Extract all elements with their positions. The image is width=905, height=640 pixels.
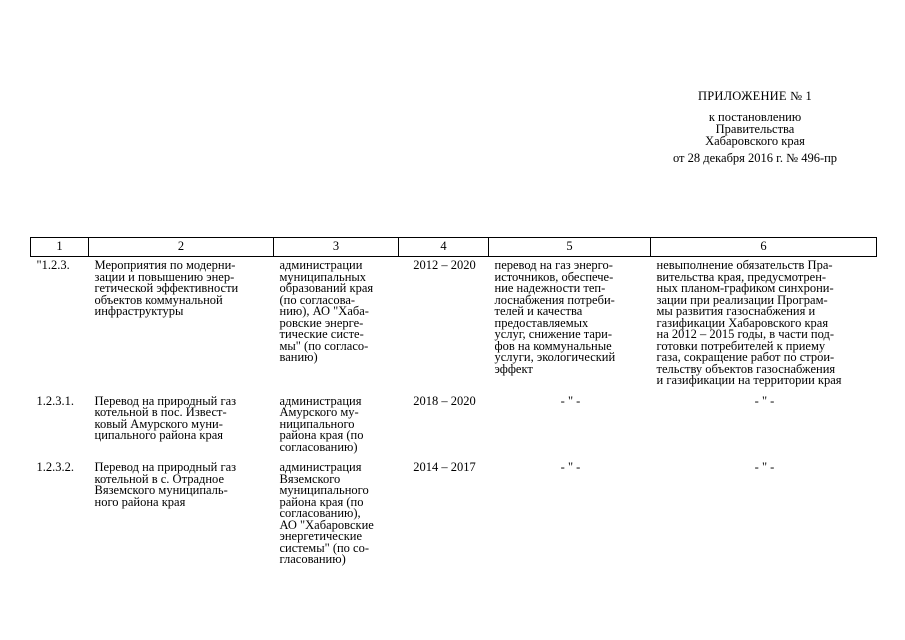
table-body xyxy=(31,257,877,572)
column-header-1: 1 xyxy=(31,238,89,257)
column-header-5: 5 xyxy=(489,238,651,257)
appendix-title: ПРИЛОЖЕНИЕ № 1 xyxy=(698,89,812,103)
cell-consequences-line: газа, сокращение работ по строи- xyxy=(656,350,835,364)
cell-activity-line: Перевод на природный газ xyxy=(94,393,237,408)
cell-number: 1.2.3.2. xyxy=(36,460,74,474)
cell-number: 1.2.3.1. xyxy=(36,393,74,408)
cell-executor-line: согласованию) xyxy=(279,439,358,454)
cell-activity-line: котельной в с. Отрадное xyxy=(94,471,224,486)
appendix-header xyxy=(640,90,870,164)
cell-result xyxy=(489,459,651,572)
cell-activity-line: зации и повышению энер- xyxy=(94,269,235,284)
table-row xyxy=(31,459,877,572)
cell-activity-line: ковый Амурского муни- xyxy=(94,416,223,431)
cell-executor-line: администрация xyxy=(279,460,362,474)
cell-executor-line: согласованию), xyxy=(279,506,361,520)
cell-result-line: фов на коммунальные xyxy=(494,338,612,353)
cell-executor xyxy=(274,393,399,460)
measures-table xyxy=(30,237,877,572)
cell-result-line: телей и качества xyxy=(494,304,583,318)
cell-period: 2018 – 2020 xyxy=(413,393,476,408)
cell-executor-line: Амурского му- xyxy=(279,405,359,419)
cell-consequences-line: ных планом-графиком синхрони- xyxy=(656,281,834,295)
cell-result-line: лоснабжения потреби- xyxy=(494,292,615,307)
cell-activity-line: ципального района края xyxy=(94,428,224,442)
cell-result-line: эффект xyxy=(494,361,533,376)
column-header-4: 4 xyxy=(399,238,489,257)
cell-executor-line: ниципального xyxy=(279,416,355,431)
cell-consequences-line: и газификации на территории края xyxy=(656,373,842,387)
cell-activity xyxy=(89,393,274,460)
cell-executor-line: муниципальных xyxy=(279,269,367,284)
cell-consequences-line: - " - xyxy=(754,393,775,408)
cell-activity-line: гетической эффективности xyxy=(94,281,239,295)
cell-result-line: услуг, снижение тари- xyxy=(494,327,613,341)
cell-result xyxy=(489,393,651,460)
cell-result-line: источников, обеспече- xyxy=(494,269,614,284)
cell-activity-line: котельной в пос. Извест- xyxy=(94,405,227,419)
cell-consequences-line: - " - xyxy=(754,460,775,474)
cell-activity-line: объектов коммунальной xyxy=(94,292,223,307)
cell-executor-line: энергетические xyxy=(279,529,363,543)
cell-executor-line: района края (по xyxy=(279,428,364,442)
cell-consequences xyxy=(651,393,877,460)
cell-activity xyxy=(89,459,274,572)
cell-executor-line: ванию) xyxy=(279,350,318,364)
column-header-3: 3 xyxy=(274,238,399,257)
cell-consequences-line: тельству объектов газоснабжения xyxy=(656,361,836,376)
cell-executor-line: мы" (по согласо- xyxy=(279,338,369,353)
cell-result-line: услуги, экологический xyxy=(494,350,616,364)
appendix-line-2: Правительства xyxy=(715,122,795,136)
cell-consequences xyxy=(651,459,877,572)
cell-consequences-line: газификации Хабаровского края xyxy=(656,315,829,330)
cell-activity xyxy=(89,257,274,393)
cell-executor-line: района края (по xyxy=(279,494,364,509)
cell-consequences-line: на 2012 – 2015 годы, в части под- xyxy=(656,327,834,341)
cell-result-line: перевод на газ энерго- xyxy=(494,258,613,272)
cell-executor-line: Вяземского xyxy=(279,471,341,486)
cell-result-line: - " - xyxy=(560,460,581,474)
cell-executor-line: тические систе- xyxy=(279,327,364,341)
appendix-date: от 28 декабря 2016 г. № 496-пр xyxy=(672,151,838,165)
cell-executor-line: администрации xyxy=(279,258,363,272)
cell-executor xyxy=(274,257,399,393)
column-header-6: 6 xyxy=(651,238,877,257)
cell-consequences-line: вительства края, предусмотрен- xyxy=(656,269,827,284)
cell-executor-line: ровские энерге- xyxy=(279,315,364,330)
table-row xyxy=(31,393,877,460)
cell-result-line: ние надежности теп- xyxy=(494,281,606,295)
cell-executor-line: АО "Хабаровские xyxy=(279,517,374,532)
appendix-line-3: Хабаровского края xyxy=(705,134,805,148)
cell-executor-line: образований края xyxy=(279,281,374,295)
cell-executor xyxy=(274,459,399,572)
cell-result-line: - " - xyxy=(560,393,581,408)
cell-period: 2012 – 2020 xyxy=(413,258,476,272)
cell-period: 2014 – 2017 xyxy=(413,460,476,474)
cell-consequences-line: зации при реализации Програм- xyxy=(656,292,828,307)
cell-executor-line: администрация xyxy=(279,393,362,408)
cell-result-line: предоставляемых xyxy=(494,315,589,330)
column-header-2: 2 xyxy=(89,238,274,257)
cell-executor-line: (по согласова- xyxy=(279,292,356,307)
cell-consequences-line: мы развития газоснабжения и xyxy=(656,304,816,318)
cell-consequences xyxy=(651,257,877,393)
cell-number: "1.2.3. xyxy=(36,258,70,272)
cell-executor-line: гласованию) xyxy=(279,552,346,566)
cell-result xyxy=(489,257,651,393)
cell-activity-line: инфраструктуры xyxy=(94,304,184,318)
table-row xyxy=(31,257,877,393)
cell-activity-line: Мероприятия по модерни- xyxy=(94,258,236,272)
appendix-line-1: к постановлению xyxy=(708,110,802,124)
cell-executor-line: нию), АО "Хаба- xyxy=(279,304,369,318)
cell-executor-line: муниципального xyxy=(279,483,369,497)
cell-activity-line: Перевод на природный газ xyxy=(94,460,237,474)
cell-activity-line: Вяземского муниципаль- xyxy=(94,483,228,497)
table-header-row xyxy=(31,238,877,257)
cell-activity-line: ного района края xyxy=(94,494,186,509)
cell-executor-line: системы" (по со- xyxy=(279,540,370,555)
cell-consequences-line: невыполнение обязательств Пра- xyxy=(656,258,833,272)
cell-consequences-line: готовки потребителей к приему xyxy=(656,338,826,353)
